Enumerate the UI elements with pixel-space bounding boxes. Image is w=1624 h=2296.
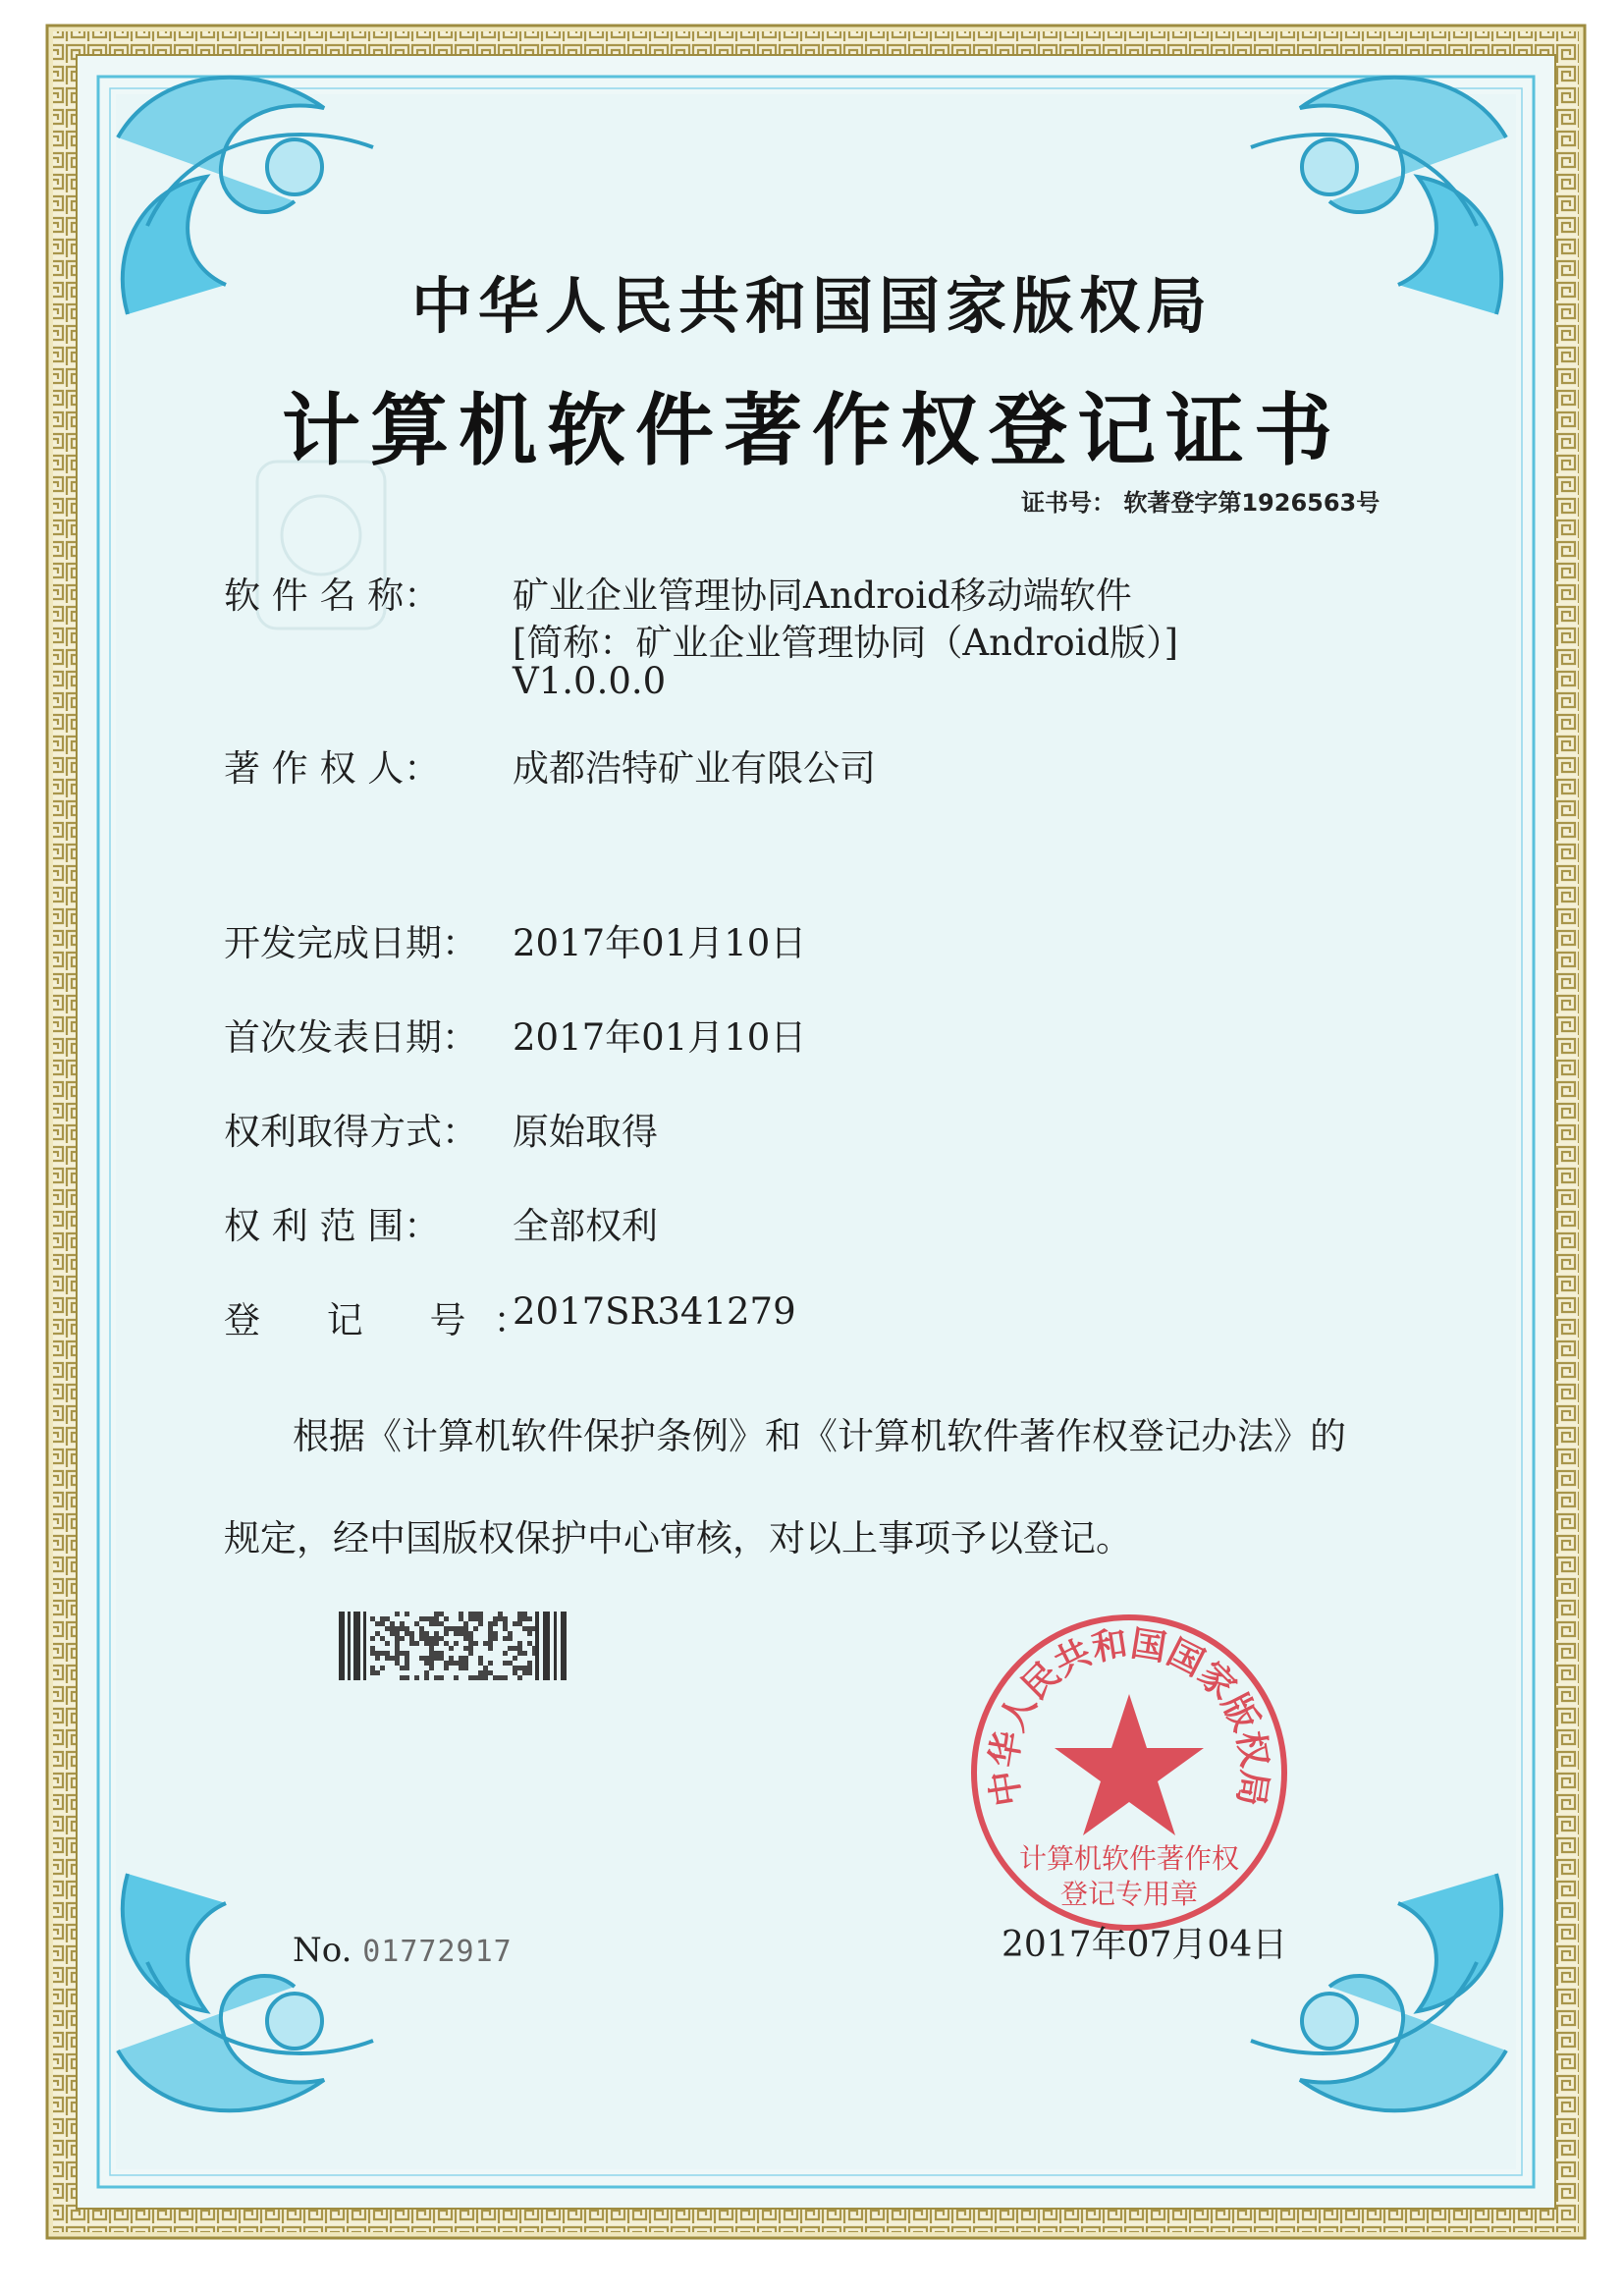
- seal-star-icon: [1055, 1694, 1204, 1835]
- copyright-owner-value: 成都浩特矿业有限公司: [513, 747, 876, 790]
- serial-label: No.: [293, 1931, 352, 1970]
- registration-no-value: 2017SR341279: [513, 1290, 796, 1333]
- dev-completion-date-value: 2017年01月10日: [513, 922, 807, 964]
- rights-scope-value: 全部权利: [513, 1205, 658, 1247]
- seal-outer-text: 中华人民共和国国家版权局: [982, 1622, 1276, 1809]
- statement-line-2: 规定，经中国版权保护中心审核，对以上事项予以登记。: [224, 1517, 1132, 1559]
- certificate-number-value: 软著登字第1926563号: [1123, 489, 1380, 517]
- copyright-owner-label: 著 作 权 人：: [224, 747, 441, 790]
- seal-date: 2017年07月04日: [1001, 1925, 1288, 1965]
- statement-line-1: 根据《计算机软件保护条例》和《计算机软件著作权登记办法》的: [293, 1415, 1346, 1457]
- serial-value: 01772917: [362, 1935, 513, 1969]
- certificate-number: [1021, 483, 1380, 518]
- software-version: V1.0.0.0: [513, 660, 667, 702]
- serial-number: [293, 1931, 513, 1970]
- registration-no-label: 登 记 号：: [224, 1299, 558, 1341]
- issuing-office: 中华人民共和国国家版权局: [410, 270, 1213, 342]
- certificate-title: 计算机软件著作权登记证书: [282, 384, 1342, 476]
- dev-completion-date-label: 开发完成日期：: [224, 922, 478, 964]
- rights-scope-label: 权 利 范 围：: [224, 1205, 441, 1247]
- seal-inner-line-1: 计算机软件著作权: [1018, 1842, 1240, 1875]
- software-short-name: [简称：矿业企业管理协同（Android版）]: [513, 622, 1179, 664]
- first-publish-date-label: 首次发表日期：: [224, 1016, 478, 1059]
- barcode: [339, 1608, 569, 1686]
- acquisition-method-label: 权利取得方式：: [224, 1111, 478, 1153]
- certificate-number-label: 证书号：: [1021, 489, 1115, 517]
- seal-inner-line-2: 登记专用章: [1059, 1878, 1199, 1910]
- official-seal: [967, 1611, 1291, 1935]
- software-name-value: 矿业企业管理协同Android移动端软件: [513, 574, 1132, 617]
- acquisition-method-value: 原始取得: [513, 1111, 658, 1153]
- software-name-label: 软 件 名 称：: [224, 574, 441, 617]
- first-publish-date-value: 2017年01月10日: [513, 1016, 807, 1059]
